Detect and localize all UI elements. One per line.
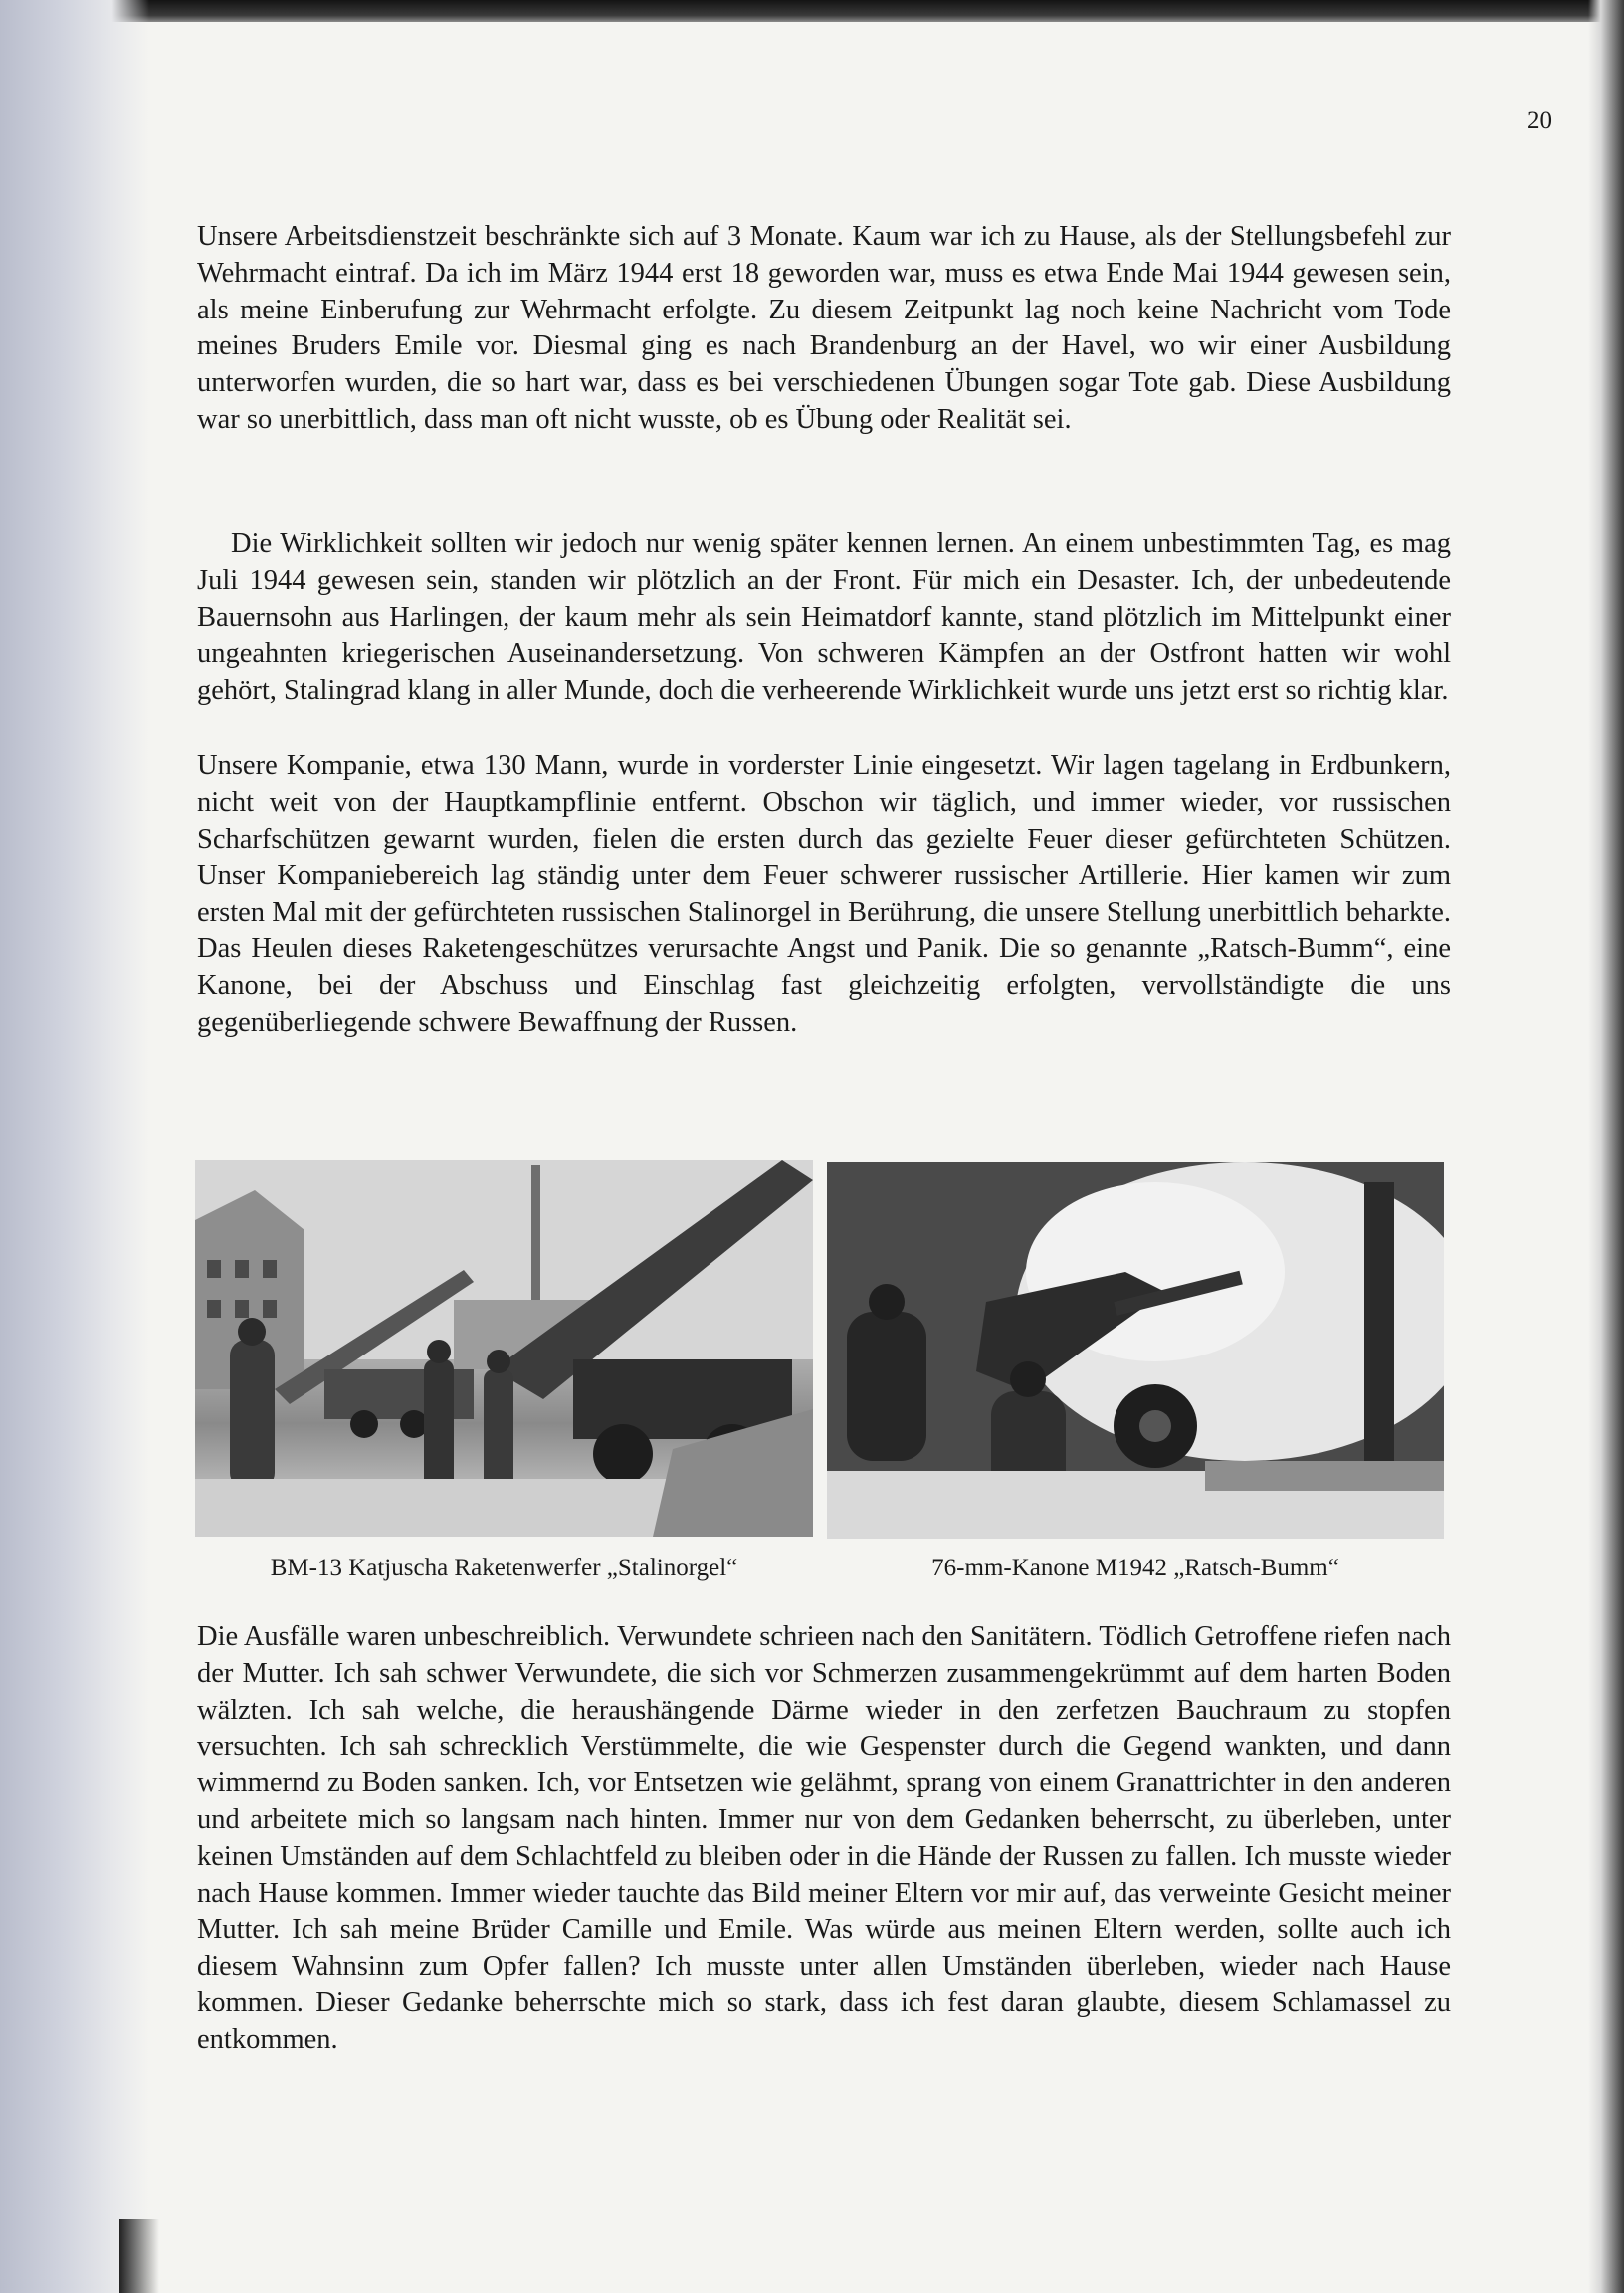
photo-cannon-drawing	[827, 1162, 1444, 1539]
paragraph-losses: Die Ausfälle waren unbeschreiblich. Verwundete schrieen nach den Sanitätern. Tödlich Getroffene riefen nach der Mutter. Ich sah schwer Verwundete, die sich vor Schmerzen zusammengekrümmt auf dem harten Boden wälzten. Ich sah welche, die heraushängende Därme wieder in den zerfetzen Bauchraum zu stopfen versuchten. Ich sah schrecklich Verstümmelte, die wie Gespenster durch die Gegend wankten, und dann wimmernd zu Boden sanken. Ich, vor Entsetzen wie gelähmt, sprang von einem Granattrichter in den anderen und arbeitete mich so langsam nach hinten. Immer nur von dem Gedanken beherrscht, zu überleben, unter keinen Umständen auf dem Schlachtfeld zu bleiben oder in die Hände der Russen zu fallen. Ich musste wieder nach Hause kommen. Immer wieder tauchte das Bild meiner Eltern vor mir auf, das verweinte Gesicht meiner Mutter. Ich sah meine Brüder Camille und Emile. Was würde aus meinen Eltern werden, sollte auch ich diesem Wahnsinn zum Opfer fallen? Ich musste unter allen Umständen überleben, wieder nach Hause kommen. Dieser Gedanke beherrschte mich so stark, dass ich fest daran glaubte, diesem Schlamassel zu entkommen.	[197, 1621, 1451, 2055]
page-right-edge	[1588, 0, 1624, 2293]
book-gutter-shadow	[119, 2219, 159, 2293]
scan-top-edge	[0, 0, 1624, 22]
caption-ratsch-bumm: 76-mm-Kanone M1942 „Ratsch-Bumm“	[931, 1555, 1339, 1581]
paragraph-training: Unsere Arbeitsdienstzeit beschränkte sich auf 3 Monate. Kaum war ich zu Hause, als der Stellungsbefehl zur Wehrmacht eintraf. Da ich im März 1944 erst 18 geworden war, muss es etwa Ende Mai 1944 gewesen sein, als meine Einberufung zur Wehrmacht erfolgte. Zu diesem Zeitpunkt lag noch keine Nachricht vom Tode meines Bruders Emile vor. Diesmal ging es nach Brandenburg an der Havel, wo wir einer Ausbildung unterworfen wurden, die so hart war, dass es bei verschiedenen Übungen sogar Tote gab. Diese Ausbildung war so unerbittlich, dass man oft nicht wusste, ob es Übung oder Realität sei.	[197, 221, 1451, 435]
page-number: 20	[1527, 107, 1552, 134]
caption-katjuscha: BM-13 Katjuscha Raketenwerfer „Stalinorgel“	[270, 1555, 738, 1581]
photo-katjuscha-drawing	[195, 1160, 813, 1537]
photo-ratsch-bumm-cannon	[827, 1162, 1444, 1539]
paragraph-front: Die Wirklichkeit sollten wir jedoch nur wenig später kennen lernen. An einem unbestimmten Tag, es mag Juli 1944 gewesen sein, standen wir plötzlich an der Front. Für mich ein Desaster. Ich, der unbedeutende Bauernsohn aus Harlingen, der kaum mehr als sein Heimatdorf kannte, stand plötzlich im Mittelpunkt einer ungeahnten kriegerischen Auseinandersetzung. Von schweren Kämpfen an der Ostfront hatten wir wohl gehört, Stalingrad klang in aller Munde, doch die verheerende Wirklichkeit wurde uns jetzt erst so richtig klar.	[197, 528, 1451, 707]
paragraph-company: Unsere Kompanie, etwa 130 Mann, wurde in vorderster Linie eingesetzt. Wir lagen tagelang in Erdbunkern, nicht weit von der Hauptkampflinie entfernt. Obschon wir täglich, und immer wieder, vor russischen Scharfschützen gewarnt wurden, fielen die ersten durch das gezielte Feuer dieser gefürchteten Schützen. Unser Kompaniebereich lag ständig unter dem Feuer schwerer russischer Artillerie. Hier kamen wir zum ersten Mal mit der gefürchteten russischen Stalinorgel in Berührung, die unsere Stellung unerbittlich beharkte. Das Heulen dieses Raketengeschützes verursachte Angst und Panik. Die so genannte „Ratsch-Bumm“, eine Kanone, bei der Abschuss und Einschlag fast gleichzeitig erfolgten, vervollständigte die uns gegenüberliegende schwere Bewaffnung der Russen.	[197, 750, 1451, 1038]
photo-katjuscha-rocket-launcher	[195, 1160, 813, 1537]
book-gutter	[0, 0, 149, 2293]
